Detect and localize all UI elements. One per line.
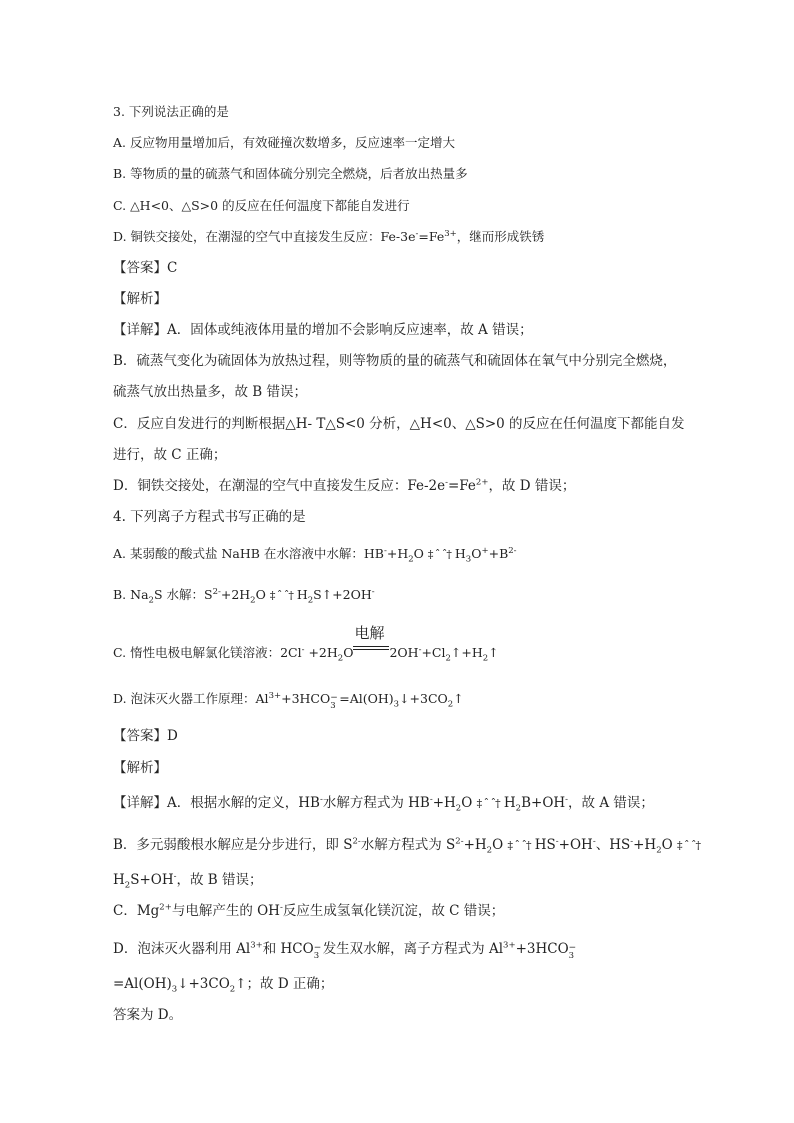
- q4-detail-d-line2: $=Al(OH)_3↓+3CO_2↑$；故 D 正确；: [113, 976, 334, 995]
- equilibrium-arrow-icon: ‡ ˆ ˆ†: [427, 548, 451, 561]
- equilibrium-arrow-icon: ‡ ˆ ˆ†: [269, 589, 293, 602]
- q3-analysis-label: 【解析】: [113, 291, 167, 307]
- q3-option-d: D. 铜铁交接处，在潮湿的空气中直接发生反应：$Fe-3e^-=Fe^{3+}$，继而形成铁锈: [113, 228, 545, 244]
- q4-detail-a: 【详解】A．根据水解的定义，HB-水解方程式为 $HB^-+H_2O$ ‡ ˆ ˆ† $H_2B+OH^-$，故 A 错误；: [113, 794, 654, 814]
- electrolysis-equals-sign: [353, 624, 389, 657]
- q3-option-a: A. 反应物用量增加后，有效碰撞次数增多，反应速率一定增大: [113, 135, 455, 150]
- equilibrium-arrow-icon: ‡ ˆ ˆ†: [507, 839, 531, 852]
- q3-detail-a: 【详解】A．固体或纯液体用量的增加不会影响反应速率，故 A 错误；: [113, 322, 533, 338]
- q4-option-b: B. $Na_2S$ 水解：$S^{2-}+2H_2O$ ‡ ˆ ˆ† $H_2S↑+2OH^-$: [113, 586, 375, 606]
- answer-value: C: [167, 260, 178, 276]
- q3-detail-c-line1: C．反应自发进行的判断根据△H- T△S<0 分析，△H<0、△S>0 的反应在任何温度下都能自发: [113, 416, 685, 432]
- q4-final-answer: 答案为 D。: [113, 1007, 183, 1023]
- q4-detail-b-line2: $H_2S+OH^-$，故 B 错误；: [113, 871, 263, 891]
- q3-answer: [113, 259, 177, 277]
- q4-detail-d-line1: D．泡沫灭火器利用 $Al^{3+}$和 HCO − 3 发生双水解，离子方程式为 $Al^{3+}+3HCO$ − 3: [113, 940, 577, 961]
- q4-stem: 4. 下列离子方程式书写正确的是: [113, 509, 306, 525]
- q3-detail-b-line2: 硫蒸气放出热量多，故 B 错误；: [113, 384, 308, 400]
- q4-detail-c: C．$Mg^{2+}$与电解产生的 OH-反应生成氢氧化镁沉淀，故 C 错误；: [113, 902, 505, 919]
- answer-value: D: [167, 728, 178, 744]
- answer-label: 【答案】: [113, 260, 167, 276]
- q4-option-a: A. 某弱酸的酸式盐 NaHB 在水溶液中水解：$HB^-+H_2O$ ‡ ˆ ˆ† $H_3O^++B^{2-}$: [113, 545, 517, 565]
- equilibrium-arrow-icon: ‡ ˆ ˆ†: [677, 839, 700, 852]
- q4-option-d: D. 泡沫灭火器工作原理：$Al^{3+}+3HCO$ − 3 $=Al(OH)_3↓+3CO_2↑$: [113, 690, 464, 711]
- electrolysis-condition: 电解: [354, 624, 385, 642]
- q4-detail-b-line1: B．多元弱酸根水解应是分步进行，即 $S^{2-}$水解方程式为 $S^{2-}+H_2O$ ‡ ˆ ˆ† HS-+OH-、$HS^-+H_2O$ ‡ ˆ ˆ†: [113, 836, 700, 856]
- q4-answer: [113, 727, 178, 745]
- q3-stem: 3. 下列说法正确的是: [113, 104, 229, 119]
- q3-option-c: C. △H<0、△S>0 的反应在任何温度下都能自发进行: [113, 198, 410, 213]
- equilibrium-arrow-icon: ‡ ˆ ˆ†: [476, 797, 500, 810]
- q3-detail-c-line2: 进行，故 C 正确；: [113, 447, 227, 463]
- answer-label: 【答案】: [113, 728, 167, 744]
- q3-detail-b-line1: B．硫蒸气变化为硫固体为放热过程，则等物质的量的硫蒸气和硫固体在氧气中分别完全燃烧，: [113, 353, 677, 369]
- q4-analysis-label: 【解析】: [113, 760, 167, 776]
- q3-option-b: B. 等物质的量的硫蒸气和固体硫分别完全燃烧，后者放出热量多: [113, 166, 468, 181]
- q4-option-c: C. 惰性电极电解氯化镁溶液：$2Cl^- +2H_2O$ 电解 $2OH^-+Cl_2↑+H_2↑$: [113, 624, 499, 664]
- q3-detail-d: D．铜铁交接处，在潮湿的空气中直接发生反应：$Fe-2e^-=Fe^{2+}$，故 D 错误；: [113, 477, 576, 494]
